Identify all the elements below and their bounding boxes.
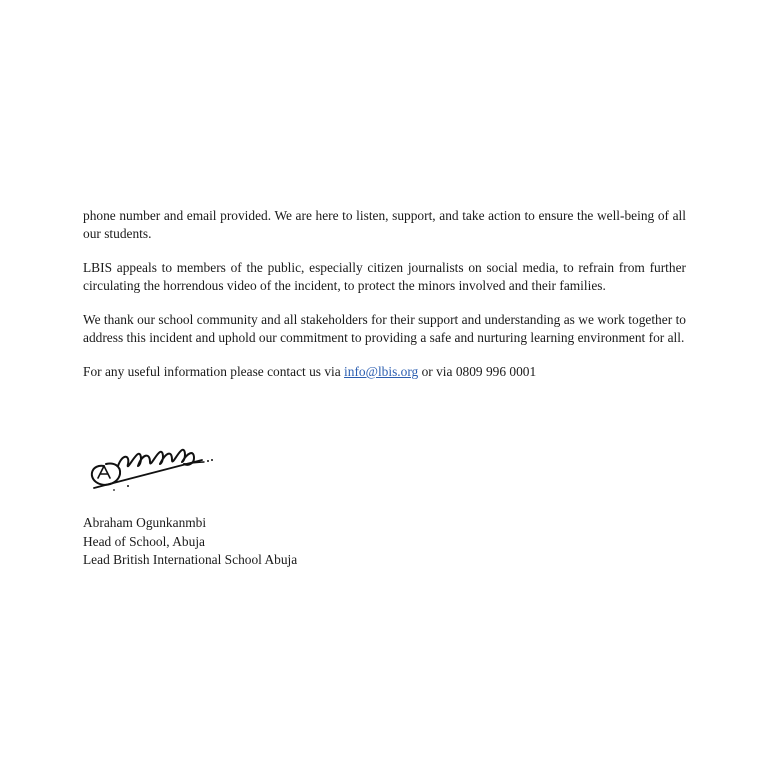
signatory-block (83, 514, 297, 570)
signatory-name: Abraham Ogunkanmbi (83, 515, 207, 530)
letter-body (83, 207, 686, 381)
signatory-title: Head of School, Abuja (83, 533, 205, 549)
paragraph-thanks: We thank our school community and all stakeholders for their support and understanding as we work together to address this incident and uphold our commitment to providing a safe and nurturing learning environment for all. (83, 312, 686, 345)
contact-prefix: For any useful information please contact us via (83, 364, 345, 379)
handwritten-signature-icon (84, 436, 214, 494)
paragraph-support: phone number and email provided. We are here to listen, support, and take action to ensure the well-being of all our students. (83, 208, 686, 241)
email-link[interactable]: info@lbis.org (344, 364, 419, 379)
phone-number: 0809 996 0001 (455, 364, 537, 379)
paragraph-appeal: LBIS appeals to members of the public, especially citizen journalists on social media, to refrain from further circulating the horrendous video of the incident, to protect the minors involved and their families. (83, 260, 686, 293)
contact-middle: or via (418, 364, 456, 379)
signatory-organization: Lead British International School Abuja (83, 552, 298, 567)
paragraph-contact (83, 363, 686, 381)
